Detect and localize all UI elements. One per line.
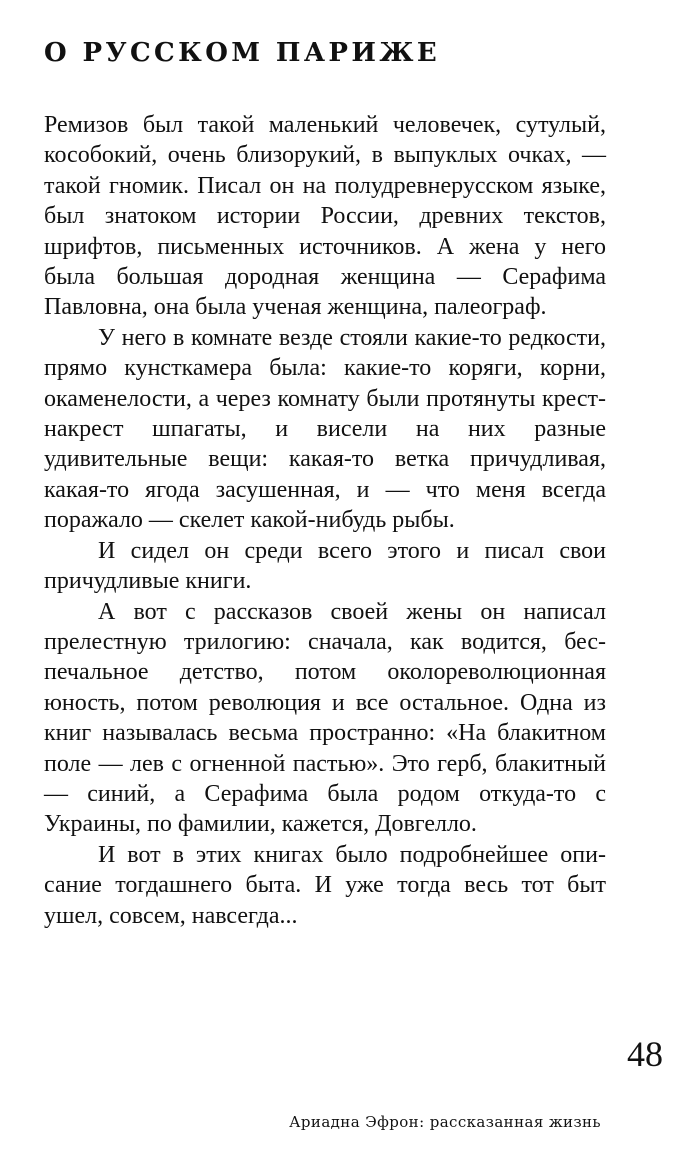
body-text (44, 110, 606, 931)
paragraph: У него в комнате везде стояли какие-то редкости, прямо кунсткамера была: какие-то коряги, корни, окаменелости, а через комнату были протянуты крест-накрест шпагаты, и висели на них разные удивительные вещи: какая-то ветка причудливая, какая-то ягода засушенная, и — что меня всегда поражало — скелет какой-нибудь рыбы. (44, 324, 606, 534)
footer-book-title: Ариадна Эфрон: рассказанная жизнь (289, 1113, 601, 1131)
running-head-title: О РУССКОМ ПАРИЖЕ (44, 38, 441, 68)
paragraph: А вот с рассказов своей жены он написал прелестную трилогию: сначала, как водится, беспечальное детство, потом околореволюционная юность, потом революция и все остальное. Одна из книг называлась весьма пространно: «На блакитном поле — лев с огненной пастью». Это герб, блакитный — синий, а Серафима была родом откуда-то с Украины, по фамилии, кажется, Довгелло. (44, 598, 606, 838)
paragraph: Ремизов был такой маленький человечек, сутулый, кособокий, очень близорукий, в выпуклых очках, — такой гномик. Писал он на полудревнерусском языке, был знатоком истории России, древних текстов, шрифтов, письменных источников. А жена у него была большая дородная женщина — Серафима Павловна, она была ученая женщина, палеограф. (44, 112, 606, 321)
paragraph: И вот в этих книгах было подробнейшее описание тогдашнего быта. И уже тогда весь тот быт ушел, совсем, навсегда... (44, 841, 606, 929)
page-number: 48 (627, 1034, 663, 1074)
paragraph: И сидел он среди всего этого и писал свои причудливые книги. (44, 537, 606, 595)
